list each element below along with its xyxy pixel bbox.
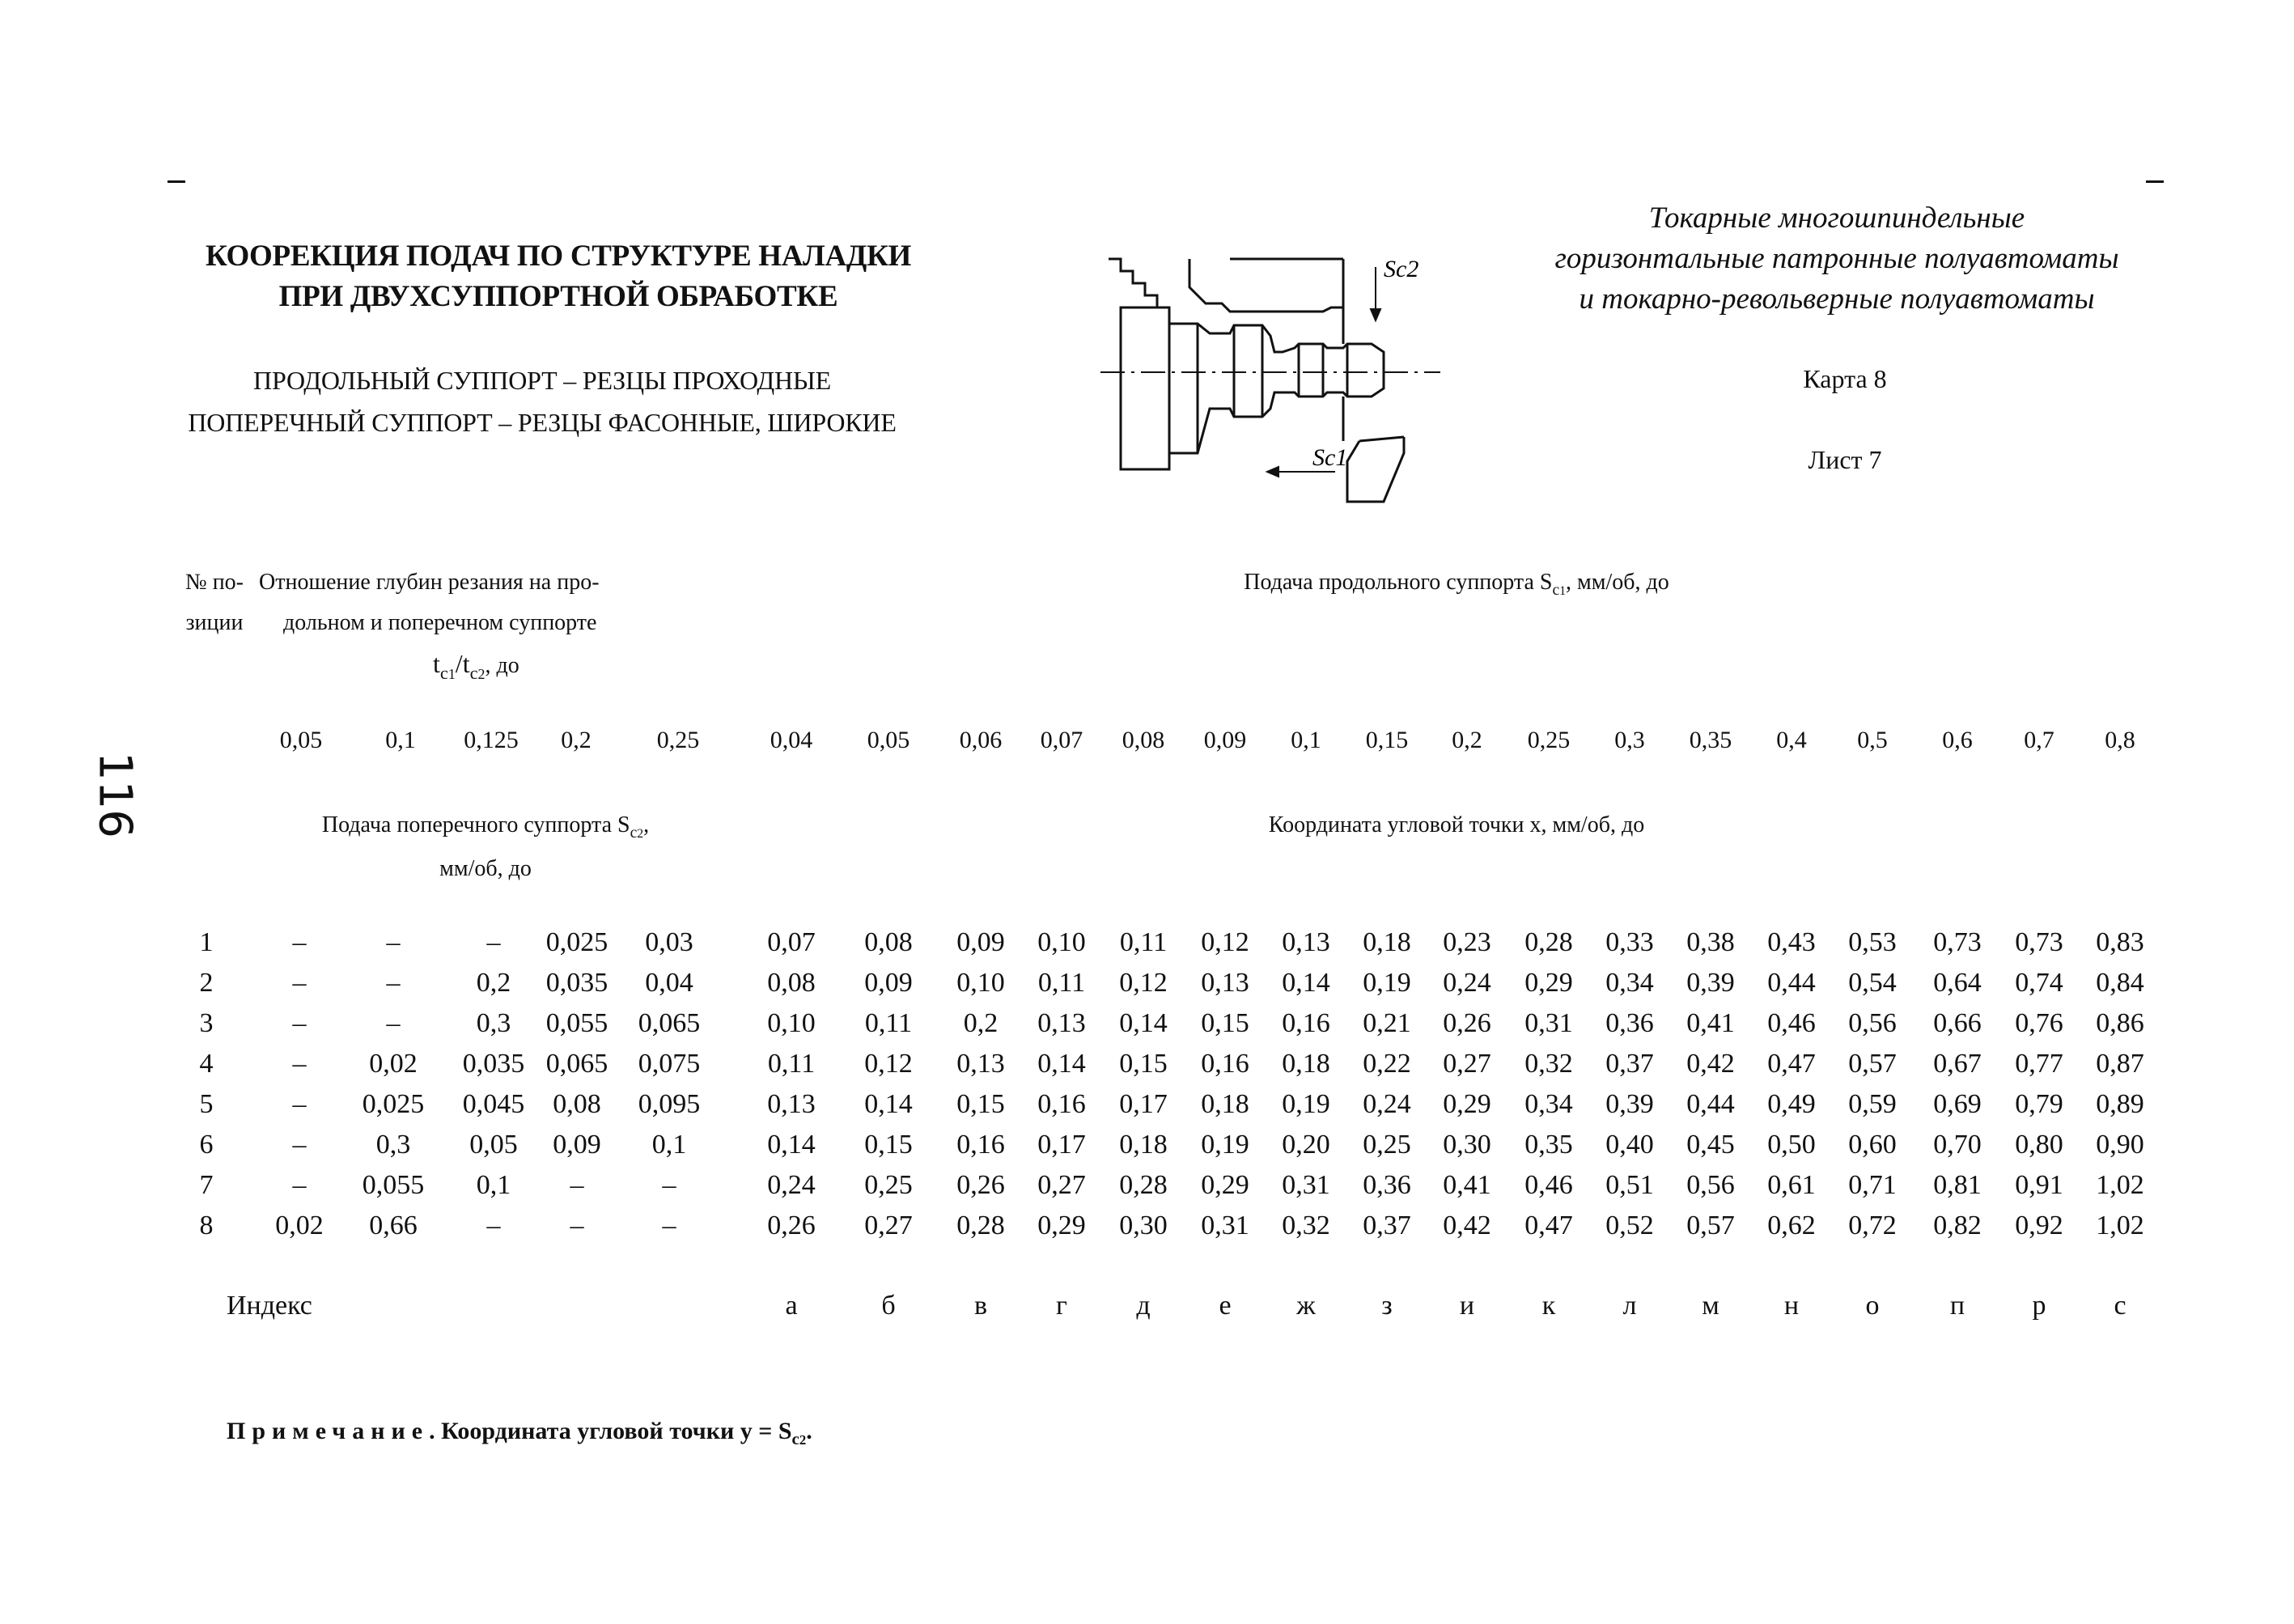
ratio-header-line-1: Отношение глубин резания на про- bbox=[259, 570, 600, 595]
coord-cell: 0,27 bbox=[1037, 1170, 1086, 1200]
coord-cell: 0,13 bbox=[1282, 927, 1330, 957]
index-letter: д bbox=[1136, 1291, 1151, 1321]
index-letter: ж bbox=[1296, 1291, 1316, 1321]
coord-cell: 0,29 bbox=[1443, 1089, 1491, 1119]
coord-cell: 0,82 bbox=[1933, 1211, 1982, 1240]
coord-cell: 0,69 bbox=[1933, 1089, 1982, 1119]
coord-cell: 0,42 bbox=[1686, 1049, 1735, 1079]
coord-cell: 0,13 bbox=[956, 1049, 1005, 1079]
coord-cell: 0,29 bbox=[1524, 968, 1573, 998]
cross-feed-cell: 0,065 bbox=[638, 1008, 701, 1038]
cross-feed-cell: 0,08 bbox=[553, 1089, 601, 1119]
coord-cell: 0,77 bbox=[2015, 1049, 2063, 1079]
cross-feed-cell: – bbox=[292, 1049, 307, 1079]
coord-cell: 0,19 bbox=[1363, 968, 1411, 998]
coord-cell: 0,61 bbox=[1767, 1170, 1816, 1200]
ratio-formula-sub1 bbox=[440, 663, 456, 683]
coord-cell: 0,29 bbox=[1037, 1211, 1086, 1240]
machine-type-line-2: горизонтальные патронные полуавтоматы bbox=[1554, 242, 2119, 275]
coord-cell: 0,52 bbox=[1605, 1211, 1654, 1240]
coord-cell: 0,47 bbox=[1524, 1211, 1573, 1240]
coord-cell: 0,32 bbox=[1282, 1211, 1330, 1240]
coord-cell: 0,23 bbox=[1443, 927, 1491, 957]
cross-feed-header-sub-idx: 2 bbox=[637, 826, 644, 841]
long-feed-header-sub bbox=[1553, 582, 1567, 599]
coord-cell: 0,91 bbox=[2015, 1170, 2063, 1200]
cross-feed-header-tail: , bbox=[643, 812, 650, 837]
ratio-value: 0,1 bbox=[385, 727, 416, 753]
index-letter: р bbox=[2032, 1291, 2046, 1321]
coord-cell: 0,24 bbox=[767, 1170, 816, 1200]
page-mark-left bbox=[167, 180, 185, 183]
coord-cell: 0,16 bbox=[956, 1130, 1005, 1160]
cross-feed-cell: – bbox=[292, 1130, 307, 1160]
coord-cell: 0,22 bbox=[1363, 1049, 1411, 1079]
coord-cell: 0,35 bbox=[1524, 1130, 1573, 1160]
coord-cell: 0,57 bbox=[1686, 1211, 1735, 1240]
row-position: 8 bbox=[199, 1211, 214, 1240]
ratio-formula-sub2 bbox=[470, 663, 486, 683]
coord-cell: 0,21 bbox=[1363, 1008, 1411, 1038]
row-position: 4 bbox=[199, 1049, 214, 1079]
feed-value: 0,05 bbox=[867, 727, 910, 753]
coord-cell: 0,38 bbox=[1686, 927, 1735, 957]
cross-feed-cell: – bbox=[292, 1170, 307, 1200]
index-letter: и bbox=[1459, 1291, 1475, 1321]
index-letter: б bbox=[881, 1291, 896, 1321]
coord-cell: 0,37 bbox=[1605, 1049, 1654, 1079]
feed-value: 0,07 bbox=[1040, 727, 1083, 753]
coord-cell: 0,44 bbox=[1767, 968, 1816, 998]
coord-cell: 0,20 bbox=[1282, 1130, 1330, 1160]
part-setup-diagram bbox=[1100, 243, 1521, 510]
coord-cell: 0,25 bbox=[1363, 1130, 1411, 1160]
cross-feed-cell: 0,025 bbox=[545, 927, 608, 957]
index-letter: в bbox=[973, 1291, 988, 1321]
cross-feed-cell: 0,055 bbox=[545, 1008, 608, 1038]
coord-cell: 0,11 bbox=[864, 1008, 913, 1038]
coord-cell: 0,49 bbox=[1767, 1089, 1816, 1119]
feed-value: 0,04 bbox=[770, 727, 813, 753]
feed-value: 0,15 bbox=[1365, 727, 1409, 753]
cross-feed-cell: 0,075 bbox=[638, 1049, 701, 1079]
coord-cell: 0,18 bbox=[1201, 1089, 1249, 1119]
coord-cell: 0,28 bbox=[1524, 927, 1573, 957]
cross-feed-cell: 0,03 bbox=[645, 927, 693, 957]
index-letter: а bbox=[785, 1291, 798, 1321]
coord-cell: 0,56 bbox=[1848, 1008, 1897, 1038]
row-position: 2 bbox=[199, 968, 214, 998]
coord-cell: 0,44 bbox=[1686, 1089, 1735, 1119]
cross-feed-cell: 0,04 bbox=[645, 968, 693, 998]
coord-cell: 0,57 bbox=[1848, 1049, 1897, 1079]
sheet-number: Лист 7 bbox=[1808, 445, 1882, 474]
row-position: 7 bbox=[199, 1170, 214, 1200]
coord-cell: 0,07 bbox=[767, 927, 816, 957]
row-position: 5 bbox=[199, 1089, 214, 1119]
long-feed-header-sub-c: c bbox=[1552, 581, 1560, 599]
coord-cell: 0,15 bbox=[1201, 1008, 1249, 1038]
ratio-formula-i1: 1 bbox=[447, 665, 456, 682]
note-sub-idx: 2 bbox=[799, 1432, 807, 1448]
coord-cell: 0,2 bbox=[963, 1008, 999, 1038]
cross-feed-cell: – bbox=[662, 1170, 676, 1200]
coord-cell: 0,66 bbox=[1933, 1008, 1982, 1038]
coord-cell: 0,18 bbox=[1282, 1049, 1330, 1079]
coord-cell: 0,37 bbox=[1363, 1211, 1411, 1240]
cross-feed-cell: – bbox=[292, 968, 307, 998]
ratio-value: 0,25 bbox=[656, 727, 700, 753]
coord-cell: 0,92 bbox=[2015, 1211, 2063, 1240]
coord-cell: 0,27 bbox=[1443, 1049, 1491, 1079]
coord-cell: 0,29 bbox=[1201, 1170, 1249, 1200]
coord-cell: 0,31 bbox=[1201, 1211, 1249, 1240]
form-cutter-top bbox=[1189, 259, 1343, 312]
feed-value: 0,35 bbox=[1689, 727, 1732, 753]
coord-cell: 0,36 bbox=[1605, 1008, 1654, 1038]
cross-feed-cell: – bbox=[662, 1211, 676, 1240]
coord-cell: 0,56 bbox=[1686, 1170, 1735, 1200]
coord-cell: 0,32 bbox=[1524, 1049, 1573, 1079]
cross-feed-header-text: Подача поперечного суппорта S bbox=[321, 812, 630, 837]
coord-cell: 0,70 bbox=[1933, 1130, 1982, 1160]
row-position: 1 bbox=[199, 927, 214, 957]
subtitle-line-2: ПОПЕРЕЧНЫЙ СУППОРТ – РЕЗЦЫ ФАСОННЫЕ, ШИРОКИЕ bbox=[188, 408, 897, 437]
cross-feed-header bbox=[243, 805, 728, 889]
machine-type-line-3: и токарно-револьверные полуавтоматы bbox=[1579, 282, 2095, 316]
cross-feed-cell: – bbox=[386, 1008, 401, 1038]
ratio-header-line-2: дольном и поперечном суппорте bbox=[283, 610, 597, 635]
coord-cell: 0,45 bbox=[1686, 1130, 1735, 1160]
coord-cell: 0,34 bbox=[1524, 1089, 1573, 1119]
position-header-line-1: № по- bbox=[184, 570, 244, 595]
sc2-label: Sc2 bbox=[1384, 256, 1419, 282]
title-line-2: ПРИ ДВУХСУППОРТНОЙ ОБРАБОТКЕ bbox=[278, 280, 838, 313]
index-letter: г bbox=[1056, 1291, 1067, 1321]
coord-cell: 0,83 bbox=[2096, 927, 2144, 957]
coord-cell: 1,02 bbox=[2096, 1211, 2144, 1240]
cross-feed-cell: – bbox=[292, 1008, 307, 1038]
coord-cell: 0,10 bbox=[1037, 927, 1086, 957]
coord-cell: 0,28 bbox=[956, 1211, 1005, 1240]
coord-cell: 0,86 bbox=[2096, 1008, 2144, 1038]
coord-cell: 0,39 bbox=[1686, 968, 1735, 998]
coord-cell: 0,16 bbox=[1201, 1049, 1249, 1079]
title-line-1: КООРЕКЦИЯ ПОДАЧ ПО СТРУКТУРЕ НАЛАДКИ bbox=[205, 240, 912, 273]
chuck-body bbox=[1121, 307, 1169, 469]
coord-cell: 0,11 bbox=[767, 1049, 816, 1079]
coord-cell: 0,40 bbox=[1605, 1130, 1654, 1160]
coord-cell: 0,15 bbox=[864, 1130, 913, 1160]
page-number: 116 bbox=[88, 752, 142, 838]
coord-cell: 0,43 bbox=[1767, 927, 1816, 957]
coord-cell: 0,41 bbox=[1686, 1008, 1735, 1038]
coord-cell: 0,15 bbox=[956, 1089, 1005, 1119]
coord-cell: 0,33 bbox=[1605, 927, 1654, 957]
coord-cell: 0,39 bbox=[1605, 1089, 1654, 1119]
sc1-label: Sc1 bbox=[1312, 444, 1348, 471]
coord-cell: 0,30 bbox=[1443, 1130, 1491, 1160]
cross-feed-cell: 0,035 bbox=[462, 1049, 525, 1079]
ratio-value: 0,2 bbox=[561, 727, 592, 753]
coord-cell: 0,14 bbox=[767, 1130, 816, 1160]
coord-cell: 0,19 bbox=[1282, 1089, 1330, 1119]
coord-cell: 0,14 bbox=[864, 1089, 913, 1119]
page-subtitle bbox=[138, 359, 947, 443]
coord-cell: 0,11 bbox=[1037, 968, 1086, 998]
coord-cell: 0,12 bbox=[1119, 968, 1168, 998]
cross-feed-cell: 0,05 bbox=[469, 1130, 518, 1160]
ratio-formula-t1: t bbox=[433, 649, 440, 678]
coord-cell: 0,51 bbox=[1605, 1170, 1654, 1200]
coord-cell: 0,50 bbox=[1767, 1130, 1816, 1160]
row-position: 3 bbox=[199, 1008, 214, 1038]
coord-cell: 0,27 bbox=[864, 1211, 913, 1240]
feed-value: 0,3 bbox=[1614, 727, 1645, 753]
coord-cell: 0,15 bbox=[1119, 1049, 1168, 1079]
coord-cell: 0,42 bbox=[1443, 1211, 1491, 1240]
coord-cell: 0,08 bbox=[864, 927, 913, 957]
coord-cell: 0,76 bbox=[2015, 1008, 2063, 1038]
coord-cell: 0,89 bbox=[2096, 1089, 2144, 1119]
cross-feed-cell: 0,09 bbox=[553, 1130, 601, 1160]
coord-cell: 0,13 bbox=[767, 1089, 816, 1119]
coord-cell: 0,13 bbox=[1201, 968, 1249, 998]
ratio-formula-s2: c bbox=[469, 662, 478, 683]
coord-cell: 0,26 bbox=[1443, 1008, 1491, 1038]
coord-cell: 0,64 bbox=[1933, 968, 1982, 998]
coord-cell: 0,36 bbox=[1363, 1170, 1411, 1200]
cross-feed-cell: 0,3 bbox=[476, 1008, 511, 1038]
coord-cell: 0,74 bbox=[2015, 968, 2063, 998]
index-letter: е bbox=[1219, 1291, 1232, 1321]
cross-feed-cell: – bbox=[292, 927, 307, 957]
coord-cell: 0,80 bbox=[2015, 1130, 2063, 1160]
cross-feed-header-sub-c: c bbox=[630, 824, 638, 842]
coord-cell: 0,71 bbox=[1848, 1170, 1897, 1200]
coord-cell: 0,17 bbox=[1037, 1130, 1086, 1160]
cross-feed-cell: 0,1 bbox=[476, 1170, 511, 1200]
coord-cell: 0,28 bbox=[1119, 1170, 1168, 1200]
coord-cell: 0,14 bbox=[1282, 968, 1330, 998]
machine-type bbox=[1473, 198, 2201, 320]
cross-feed-cell: 0,055 bbox=[362, 1170, 425, 1200]
coord-cell: 0,41 bbox=[1443, 1170, 1491, 1200]
cross-feed-cell: – bbox=[486, 927, 501, 957]
cross-feed-header-line-2: мм/об, до bbox=[439, 856, 532, 881]
part-profile bbox=[1169, 324, 1384, 453]
cross-feed-cell: 0,1 bbox=[651, 1130, 687, 1160]
note-sub bbox=[792, 1429, 807, 1448]
coord-cell: 0,72 bbox=[1848, 1211, 1897, 1240]
feed-value: 0,6 bbox=[1942, 727, 1973, 753]
ratio-value: 0,125 bbox=[464, 727, 519, 753]
turning-tool-bottom bbox=[1347, 437, 1404, 502]
feed-value: 0,06 bbox=[959, 727, 1003, 753]
ratio-formula bbox=[259, 643, 744, 688]
ratio-value: 0,05 bbox=[279, 727, 323, 753]
position-header bbox=[166, 562, 263, 643]
card-number: Карта 8 bbox=[1803, 364, 1887, 393]
sc2-arrow bbox=[1371, 267, 1380, 320]
index-label: Индекс bbox=[227, 1291, 312, 1321]
cross-feed-cell: – bbox=[386, 968, 401, 998]
index-letter: з bbox=[1381, 1291, 1393, 1321]
cross-feed-cell: 0,02 bbox=[369, 1049, 418, 1079]
cross-feed-cell: 0,3 bbox=[375, 1130, 411, 1160]
ratio-formula-tail: , до bbox=[485, 653, 519, 678]
feed-value: 0,1 bbox=[1291, 727, 1321, 753]
cross-feed-cell: 0,025 bbox=[362, 1089, 425, 1119]
page-mark-right bbox=[2146, 180, 2164, 183]
cross-feed-header-line-1 bbox=[243, 805, 728, 849]
index-letter: к bbox=[1541, 1291, 1556, 1321]
coord-cell: 0,46 bbox=[1767, 1008, 1816, 1038]
cross-feed-cell: 0,095 bbox=[638, 1089, 701, 1119]
long-feed-header-tail: , мм/об, до bbox=[1566, 570, 1669, 595]
coord-cell: 0,31 bbox=[1524, 1008, 1573, 1038]
coord-cell: 0,08 bbox=[767, 968, 816, 998]
coord-cell: 0,09 bbox=[864, 968, 913, 998]
coord-cell: 0,54 bbox=[1848, 968, 1897, 998]
note-text: . Координата угловой точки y = S bbox=[429, 1418, 792, 1444]
long-feed-header-sub-idx: 1 bbox=[1559, 583, 1567, 598]
index-letter: л bbox=[1622, 1291, 1637, 1321]
ratio-formula-t2: /t bbox=[455, 649, 470, 678]
coord-cell: 0,84 bbox=[2096, 968, 2144, 998]
coord-cell: 0,47 bbox=[1767, 1049, 1816, 1079]
coord-header: Координата угловой точки x, мм/об, до bbox=[1268, 812, 1645, 837]
coord-cell: 0,26 bbox=[767, 1211, 816, 1240]
coord-cell: 0,24 bbox=[1363, 1089, 1411, 1119]
coord-cell: 0,59 bbox=[1848, 1089, 1897, 1119]
note bbox=[227, 1418, 812, 1449]
coord-cell: 0,16 bbox=[1282, 1008, 1330, 1038]
coord-cell: 0,31 bbox=[1282, 1170, 1330, 1200]
ratio-formula-i2: 2 bbox=[477, 665, 486, 682]
coord-cell: 0,30 bbox=[1119, 1211, 1168, 1240]
cross-feed-cell: 0,035 bbox=[545, 968, 608, 998]
cross-feed-cell: 0,2 bbox=[476, 968, 511, 998]
coord-cell: 1,02 bbox=[2096, 1170, 2144, 1200]
feed-value: 0,09 bbox=[1203, 727, 1247, 753]
cross-feed-cell: 0,065 bbox=[545, 1049, 608, 1079]
cross-feed-cell: 0,66 bbox=[369, 1211, 418, 1240]
index-letter: п bbox=[1949, 1291, 1965, 1321]
long-feed-header bbox=[1052, 562, 1861, 606]
cross-feed-cell: – bbox=[386, 927, 401, 957]
cross-feed-header-sub bbox=[630, 825, 644, 842]
index-letter: н bbox=[1783, 1291, 1800, 1321]
coord-cell: 0,53 bbox=[1848, 927, 1897, 957]
note-label: Примечание bbox=[227, 1418, 430, 1444]
long-feed-header-text: Подача продольного суппорта S bbox=[1244, 570, 1553, 595]
feed-value: 0,7 bbox=[2024, 727, 2054, 753]
coord-cell: 0,14 bbox=[1037, 1049, 1086, 1079]
coord-cell: 0,24 bbox=[1443, 968, 1491, 998]
coord-cell: 0,90 bbox=[2096, 1130, 2144, 1160]
cross-feed-cell: – bbox=[486, 1211, 501, 1240]
ratio-header bbox=[259, 562, 744, 688]
cross-feed-cell: – bbox=[570, 1170, 584, 1200]
coord-cell: 0,10 bbox=[767, 1008, 816, 1038]
coord-cell: 0,25 bbox=[864, 1170, 913, 1200]
coord-cell: 0,09 bbox=[956, 927, 1005, 957]
feed-value: 0,25 bbox=[1527, 727, 1571, 753]
note-tail: . bbox=[806, 1418, 812, 1444]
coord-cell: 0,18 bbox=[1363, 927, 1411, 957]
cross-feed-cell: – bbox=[570, 1211, 584, 1240]
coord-cell: 0,18 bbox=[1119, 1130, 1168, 1160]
feed-value: 0,8 bbox=[2105, 727, 2135, 753]
coord-cell: 0,19 bbox=[1201, 1130, 1249, 1160]
coord-cell: 0,79 bbox=[2015, 1089, 2063, 1119]
index-letter: м bbox=[1702, 1291, 1719, 1321]
coord-cell: 0,13 bbox=[1037, 1008, 1086, 1038]
coord-cell: 0,46 bbox=[1524, 1170, 1573, 1200]
feed-value: 0,08 bbox=[1122, 727, 1165, 753]
coord-cell: 0,11 bbox=[1119, 927, 1168, 957]
cross-feed-cell: – bbox=[292, 1089, 307, 1119]
coord-cell: 0,73 bbox=[1933, 927, 1982, 957]
coord-cell: 0,10 bbox=[956, 968, 1005, 998]
feed-value: 0,5 bbox=[1857, 727, 1888, 753]
coord-cell: 0,34 bbox=[1605, 968, 1654, 998]
coord-cell: 0,14 bbox=[1119, 1008, 1168, 1038]
stepped-profile bbox=[1109, 259, 1157, 307]
page-title bbox=[154, 236, 963, 317]
index-letter: о bbox=[1865, 1291, 1880, 1321]
coord-cell: 0,87 bbox=[2096, 1049, 2144, 1079]
coord-cell: 0,26 bbox=[956, 1170, 1005, 1200]
coord-cell: 0,60 bbox=[1848, 1130, 1897, 1160]
coord-cell: 0,12 bbox=[1201, 927, 1249, 957]
position-header-line-2: зиции bbox=[185, 610, 244, 635]
coord-cell: 0,73 bbox=[2015, 927, 2063, 957]
ratio-formula-s1: c bbox=[439, 662, 448, 683]
feed-value: 0,2 bbox=[1452, 727, 1482, 753]
note-sub-c: c bbox=[791, 1429, 799, 1449]
coord-cell: 0,67 bbox=[1933, 1049, 1982, 1079]
subtitle-line-1: ПРОДОЛЬНЫЙ СУППОРТ – РЕЗЦЫ ПРОХОДНЫЕ bbox=[253, 366, 831, 395]
coord-cell: 0,81 bbox=[1933, 1170, 1982, 1200]
coord-cell: 0,17 bbox=[1119, 1089, 1168, 1119]
row-position: 6 bbox=[199, 1130, 214, 1160]
machine-type-line-1: Токарные многошпиндельные bbox=[1648, 201, 2025, 235]
coord-cell: 0,62 bbox=[1767, 1211, 1816, 1240]
coord-cell: 0,16 bbox=[1037, 1089, 1086, 1119]
cross-feed-cell: 0,045 bbox=[462, 1089, 525, 1119]
cross-feed-cell: 0,02 bbox=[275, 1211, 324, 1240]
index-letter: с bbox=[2114, 1291, 2127, 1321]
feed-value: 0,4 bbox=[1776, 727, 1807, 753]
coord-cell: 0,12 bbox=[864, 1049, 913, 1079]
